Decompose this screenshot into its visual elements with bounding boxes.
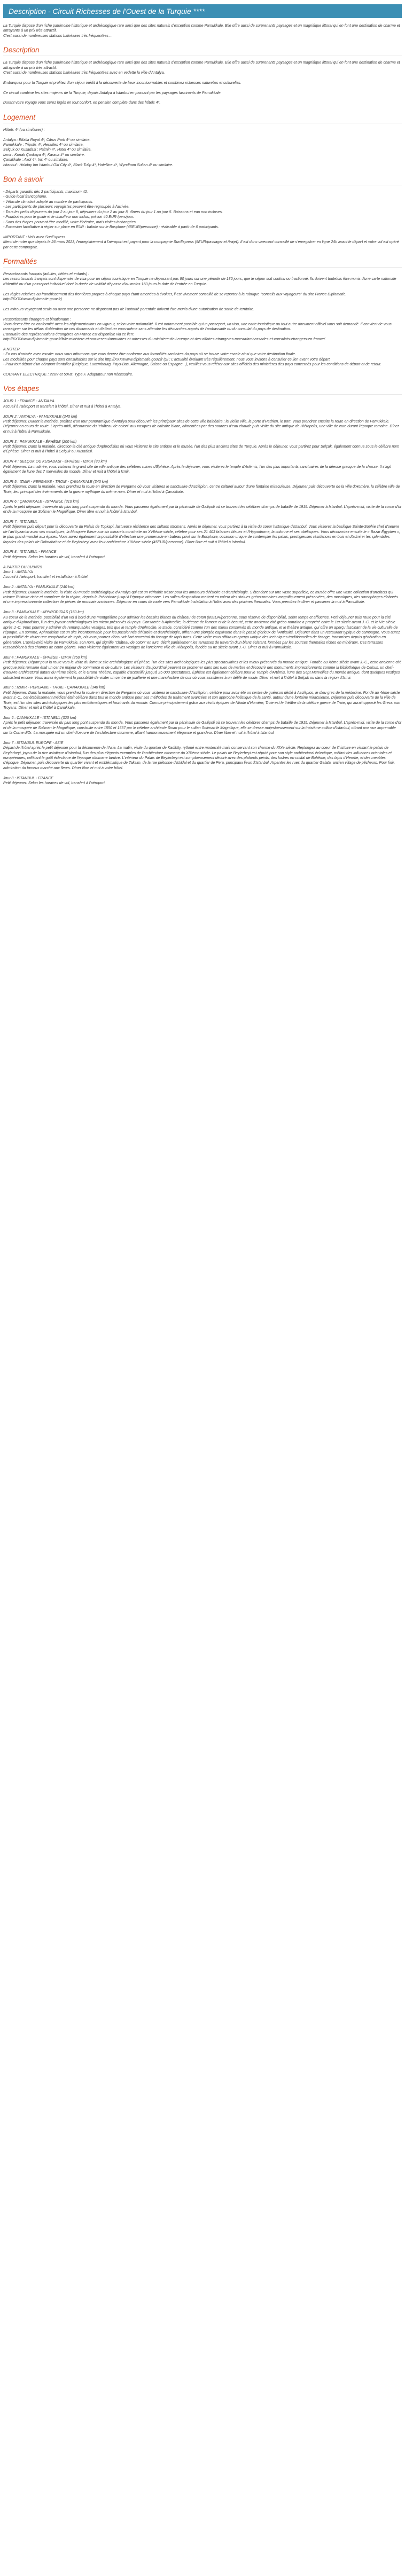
itinerary-day [3, 550, 402, 560]
itinerary-day [3, 499, 402, 514]
day-text: Accueil à l'aéroport, transfert et installation à l'hôtel. [3, 575, 89, 580]
itinerary [3, 399, 402, 786]
section-heading: Bon à savoir [3, 175, 402, 185]
itinerary-day [3, 716, 402, 736]
day-text: Après le petit déjeuner, traversée du plus long pont suspendu du monde. Vous passerez également par la péninsule de Gallipoli où se trouvent les célèbres champs de bataille de 1915. Déjeuner à Istanbul. L'après-midi, visite de la corne d'or et de la mosquée de Soliman le Magnifique. Dîner libre et nuit à l'hôtel à Istanbul. [3, 505, 403, 514]
day-title: Jour 8 : ISTANBUL - FRANCE [3, 776, 53, 780]
hotel-list: Antalya : Eftalia Royal 4*, Citrus Park 4* ou similaire. Pamukkale : Tripolis 4*, Herakles 4* ou similaire. Selçuk ou Kusadasi : Palmin 4*, Hotel 4* ou similaire. Izmir : Konak Çankaya 4*, Karaca 4* ou similaire. Çanakkale : Akol 4*, Iris 4* ou similaire. Istanbul : Holiday Inn Istanbul Old City 4*, Black Tulip 4*, Hotelline 4*, Wyndham Sultan 4* ou similaire. [3, 138, 174, 167]
paragraph: Ressortissants étrangers et binationaux : Vous devez être en conformité avec les réglementations en vigueur, selon votre nationalité. Il est notamment possible qu'un passeport, un visa, une carte touristique ou tout autre document officiel vous soit demandé. Il convient de vous renseigner sur les délais d'obtention de ces documents et d'effectuer vous-même sans attendre les démarches auprès de l'ambassade ou du consulat du pays de destination. L'annuaire des représentations étrangères en France est disponible via ce lien: http://XXXXwww.diplomatie.gouv.fr/fr/le-ministere-et-son-reseau/annuaires-et-adresses-du-ministere-de-l-europe-et-des-affaires-etrangeres-maeaa/ambassades-et-consulats-etrangers-en-france/. [3, 317, 392, 342]
itinerary-day [3, 610, 402, 650]
section-formalites [3, 257, 402, 377]
itinerary-day [3, 655, 402, 680]
itinerary-day [3, 480, 402, 495]
info-list: - Départs garantis dès 2 participants, maximum 42. - Guide local francophone. - Véhicule climatisé adapté au nombre de participants. - Les participants de plusieurs voyagistes peuvent être regroupés à l'arrivée. - Tous les petits déjeuners du jour 2 au jour 8, déjeuners du jour 2 au jour 8, dîners du jour 1 au jour 5. Boissons et eau non incluses. - Pourboires pour le guide et le chauffeur non inclus, prévoir 40 EUR /pers/jour. - Sans des étapes pouvant être modifié, votre itinéraire, mais visites inchangées. - Excursion facultative à régler sur place en EUR : balade sur le Bosphore (45EUR/personne) ; réalisable à partir de 6 participants. [3, 190, 223, 229]
day-title: Jour 2 : ANTALYA - PAMUKKALE (240 km) [3, 585, 75, 590]
paragraph: La Turquie dispose d'un riche patrimoine historique et archéologique rare ainsi que des sites naturels d'exception comme Pamukkale. Elle offre aussi de surprenants paysages et un magnifique littoral qui en font une destination de charme et attrayante à un prix très attractif. C'est aussi de nombreuses stations balnéaires très fréquentées avec en vedette la ville d'Antalya. [3, 61, 400, 75]
itinerary-day [3, 459, 402, 474]
itinerary-day [3, 741, 402, 771]
day-text: Petit déjeuner. Dans la matinée, direction la cité antique d'Aphrodisias où vous visiterez le site antique et le musée. l'un des plus anciens sites de Turquie. Après le déjeuner, vous partirez pour Selçuk, également connue sous le célèbre nom d'Éphèse. Dîner et nuit à l'hôtel à Selçuk ou Kusadasi. [3, 445, 400, 454]
itinerary-day [3, 585, 402, 605]
section-vos-etapes [3, 385, 402, 786]
itinerary-day [3, 440, 402, 455]
paragraph: Les règles relatives au franchissement des frontières propres à chaque pays étant amenées à évoluer, il est vivement conseillé de se reporter à la rubrique "conseils aux voyageurs" du site France Diplomatie. http://XXXXwww.diplomatie.gouv.fr) [3, 292, 347, 301]
day-title: JOUR 5 : IZMIR - PERGAME - TROIE - ÇANAKKALE (340 km) [3, 480, 108, 484]
paragraph: Embarquez pour la Turquie et profitez d'un séjour inédit à la découverte de lieux incontournables et combinez richesses naturelles et culturelles. [3, 81, 242, 85]
section-heading: Logement [3, 113, 402, 123]
day-text: Petit déjeuner. Selon les horaires de vol, transfert à l'aéroport. [3, 555, 106, 559]
day-title: JOUR 1 : FRANCE - ANTALYA [3, 400, 54, 404]
day-title: A PARTIR DU 01/04/25 Jour 1 : ANTALYA [3, 565, 42, 575]
day-text: Petit déjeuner puis départ pour la découverte du Palais de Topkapi, fastueuse résidence des sultans ottomans. Après le déjeuner, vous partirez à la visite du coeur historique d'Istanbul. Vous visiterez la basilique Sainte-Sophie chef d'oeuvre de l'art byzantin avec ses mosaïques, la Mosquée Bleue aux six minarets construite au XVIIème siècle, célèbre pour ses 21 403 faïences bleues et l'Hippodrome, la colonne et ses obélisques. Vous découvrirez ensuite le « Bazar Égyptien », le plus grand marché aux épices. Vous aurez également la possibilité d'effectuer une promenade en bateau privé sur le Bosphore, occasion unique de contempler les palais, prestigieuses résidences en bois et d'admirer les splendides façades des palais de Dolmabahce et de Beylerbeyi avec leur architecture XIXème siècle (45EUR/personne). Dîner libre et nuit à l'hôtel à Istanbul. [3, 525, 401, 544]
page-title: Description - Circuit Richesses de l'Ouest de la Turquie **** [3, 4, 402, 18]
paragraph: Les mineurs voyageant seuls ou avec une personne ne disposant pas de l'autorité parentale doivent être munis d'une autorisation de sortie de territoire. [3, 307, 255, 311]
paragraph: Ce circuit combine les sites majeurs de la Turquie, depuis Antalya à Istanbul en passant par les paysages fascinants de Pamukkale. [3, 91, 222, 95]
paragraph: Ressortissants français (adultes, bébés et enfants) : Les ressortissants français sont dispensés de visa pour un séjour touristique en Turquie ne dépassant pas 90 jours sur une période de 180 jours, que le séjour soit continu ou fractionné. Ils doivent toutefois être munis d'une carte nationale d'identité ou d'un passeport individuel dont la durée de validité dépasse d'au moins 150 jours la date de l'entrée en Turquie. [3, 272, 396, 286]
day-title: Jour 4 : PAMUKKALE - ÉPHÈSE - IZMIR (250 km) [3, 655, 88, 660]
section-bon-a-savoir [3, 175, 402, 250]
day-title: Jour 3 : PAMUKKALE - APHRODISIAS (150 km) [3, 610, 84, 615]
day-text: Petit déjeuner. Dans la matinée, vous prendrez la route en direction de Pergame où vous visiterez le sanctuaire d'Asclépion, célèbre pour avoir été un centre de guérison dédié à Asclépios, le dieu grec de la médecine. Fondé au 4ème siècle avant J.-C., cet établissement médical était célèbre dans tout le monde antique pour ses méthodes de traitement avancées et son approche holistique de la santé, autour d'une fontaine miraculeuse. Déjeuner puis découverte de la ville de Troie, est l'un des sites archéologiques les plus emblématiques et fascinants du monde. Connue principalement grâce aux récits épiques de l'Iliade d'Homère, Troie est le théâtre de la célèbre guerre de Troie, qui aurait opposé les Grecs aux Troyens. Dîner et nuit à l'hôtel à Çanakkale. [3, 691, 401, 710]
day-title: Jour 5 : IZMIR - PERGAME - TROIE - ÇANAKKALE (340 km) [3, 686, 105, 690]
day-title: JOUR 3 : PAMUKKALE - ÉPHÈSE (200 km) [3, 440, 77, 444]
paragraph: Durant votre voyage vous serez logés en tout confort, en pension complète dans des hôtels 4*. [3, 101, 161, 105]
section-heading: Description [3, 46, 402, 56]
day-title: JOUR 6 : ÇANAKKALE - ISTANBUL (310 km) [3, 500, 80, 504]
itinerary-day [3, 565, 402, 580]
day-text: Départ de l'hôtel après le petit déjeuner pour la découverte de l'Asie. La matin, visite du quartier de Kadiköy, rythmé entre modernité mais conservant son charme du XIXe siècle. Replongez au coeur de l'histoire en visitant le palais de Beylerbeyi, joyau de la rive asiatique d'Istanbul, l'un des plus élégants exemples de l'architecture ottomane du XIXème siècle. Le palais de Beylerbeyi est réputé pour son style architectural éclectique, mêlant des influences orientales et européennes, reflétant le goût éclectique de l'époque ottomane tardive. L'intérieur du Palais de Beylerbeyi est somptueusement décoré avec des plafonds peints, des lustres en cristal de Bohême, des tapis d'Hereke, et des meubles d'époque. Déjeuner, puis découverte du quartier vivant et emblématique de Taksim, de la rue piétonne d'Istiklal et du quartier de Pera, principaux lieux d'Istanbul. Arpentez les rues du quartier Galata, ancien village de pêcheurs. Pour finir, admiration du fameux marché aux fleurs. Dîner libre et nuit à votre hôtel. [3, 746, 396, 770]
day-text: Petit déjeuner. Durant la matinée, la visite du musée archéologique d'Antalya qui est un véritable trésor pour les amateurs d'histoire et d'archéologie. S'étendant sur une vaste superficie, ce musée offre une vaste collection d'artefacts qui retrace l'histoire riche et complexe de la région, depuis la Préhistoire jusqu'à l'époque ottomane. Les salles d'exposition mettent en valeur des statues gréco-romaines magnifiquement préservées, des mosaïques, des sarcophages élaborés et une impressionnante collection de pièces de monnaie anciennes. Déjeuner en cours de route vers Pamukkale.Installation à l'hôtel avec des piscines thermales. Vous prendrez le dîner et passerez la nuit à Pamukkale. [3, 590, 399, 605]
itinerary-day [3, 399, 402, 409]
day-text: Au coeur de la matinée, possibilité d'un vol à bord d'une montgolfière pour admirer les bassins blancs du château de coton (80EUR/personne, sous réserve de disponibilité, selon temps et affluence. Petit déjeuner puis route pour la cité antique d'Aphrodisias, l'un des joyaux archéologiques les mieux préservés du pays. Consacrée à Aphrodite, la déesse de l'amour et de la beauté, cette ancienne cité gréco-romaine a prospéré entre le 1er siècle avant J.-C. et le VIe siècle après J.-C. Vous pourrez y admirer de remarquables vestiges, tels que le temple d'Aphrodite, le stade, considéré comme l'un des mieux conservés du monde antique, et le théâtre antique, qui offre un aperçu fascinant de la vie culturelle de l'époque. En somme, Aphrodisias est un site incontournable pour les passionnés d'histoire et d'archéologie, offrant une plongée captivante dans le passé glorieux de l'Antiquité. Déjeuner dans un restaurant typique de campagne. Vous aurez la possibilité de visiter une coopérative de tapis, où vous pourrez découvrir l'art ancestral du tissage de tapis turcs. Cette visite vous offrira un aperçu unique des techniques traditionnelles de tissage, transmises depuis génération en génération. L'après-midi visite de Pamukkale, son nom, qui signifie "château de coton" en turc, décrit parfaitement les terrasses de travertin d'un blanc éclatant, formées par les sources thermales riches en minéraux. Ces terrasses ressemblent à des champs de coton géants. Vous visiterez également les vestiges de l'ancienne ville de Hiérapolis, fondée au IIe siècle avant J.-C. Dîner et nuit à Pamukkale. [3, 615, 401, 650]
itinerary-day [3, 685, 402, 710]
intro [3, 24, 402, 38]
day-text: Petit déjeuner. Dans la matinée, vous prendrez la route en direction de Pergame où vous visiterez le sanctuaire d'Asclépion, centre culturel autour d'une fontaine miraculeuse. Déjeuner puis découverte de la ville d'Homère, la célèbre ville de Troie, lieu principal des événements de la guerre mythique du même nom. Dîner et nuit à l'hôtel à Çanakkale. [3, 485, 401, 494]
day-title: JOUR 8 : ISTANBUL - FRANCE [3, 550, 57, 554]
day-text: Petit déjeuner. Départ pour la route vers la visite du fameux site archéologique d'Éphèse, l'un des sites archéologiques les plus spectaculaires et les mieux préservés du monde antique. Fondée au Xème siècle avant J.-C., cette ancienne cité grecque puis romaine était un centre majeur de commerce et de culture. Les visiteurs d'aujourd'hui peuvent se promener dans ses rues de marbre et découvrir des monuments impressionnants comme la bibliothèque de Celsus, un chef-d'oeuvre architectural datant du IIème siècle, et le Grand Théâtre, capable d'accueillir jusqu'à 25 000 spectateurs. Éphèse est également célèbre pour le Temple d'Artémis, l'une des Sept Merveilles du monde antique, dont quelques vestiges subsistent encore. Vous aurez également la possibilité de visiter un centre de joaillerie et une manufacture de cuir où vous assisterez à un défilé de mode. Dîner et nuit à l'hôtel à Selçuk ou dans la région d'Izmir. [3, 661, 403, 680]
page [0, 4, 405, 786]
section-description [3, 46, 402, 106]
day-title: JOUR 4 : SELÇUK OU KUSADASI - ÉPHÈSE - IZMIR (80 km) [3, 460, 107, 464]
itinerary-day [3, 520, 402, 545]
paragraph: A NOTER - En cas d'arrivée avec escale: nous vous informons que vous devrez être conforme aux formalités sanitaires du pays où se trouve votre escale ainsi que votre destination finale. Les modalités pour chaque pays sont consultables sur le site http://XXXXwww.diplomatie.gouv.fr (Si : L'actualité évoluant très régulièrement, nous vous invitons à consulter ce lien avant votre départ. - Pour tout départ d'un aéroport frontalier (Belgique, Luxembourg, Pays-Bas, Allemagne, Suisse ou Espagne...), veuillez vous référer aux sites officiels des ministères des pays concernés pour les conditions de départ et de retour. [3, 347, 381, 367]
day-text: Après le petit déjeuner, traversée du plus long pont suspendu du monde. Vous passerez également par la péninsule de Gallipoli où se trouvent les célèbres champs de bataille de 1915. Déjeuner à Istanbul. L'après-midi, visite de la corne d'or et de la mosquée de Soliman le Magnifique, construite entre 1550 et 1557 par le célèbre architecte Sinan pour le sultan Soliman le Magnifique, elle se dresse majestueusement sur la troisième colline d'Istanbul, offrant une vue imprenable sur la Corne d'Or. La mosquée est un chef-d'oeuvre de l'architecture ottomane, alliant harmonieusement élégance et grandeur. Dîner libre et nuit à l'hôtel à Istanbul. [3, 721, 403, 735]
day-title: JOUR 7 : ISTANBUL [3, 520, 38, 524]
section-heading: Vos étapes [3, 385, 402, 395]
paragraph: COURANT ELECTRIQUE : 220V et 50Hz. Type F. Adaptateur non nécessaire. [3, 372, 134, 377]
day-title: Jour 6 : ÇANAKKALE - ISTANBUL (320 km) [3, 716, 76, 720]
itinerary-day [3, 414, 402, 435]
day-title: JOUR 2 : ANTALYA - PAMUKKALE (240 km) [3, 414, 77, 419]
day-text: Petit déjeuner. Selon les horaires de vol, transfert à l'aéroport. [3, 781, 106, 786]
section-heading: Formalités [3, 257, 402, 268]
section-logement [3, 113, 402, 168]
day-text: Petit déjeuner. La matinée, vous visiterez le grand site de ville antique des célèbres ruines d'Éphèse. Après le déjeuner, vous visiterez le temple d'Artémis, l'un des plus importants sanctuaires de la déesse grecque de la chasse. Il s'agit également de l'une des 7 merveilles du monde. Dîner et nuit à l'hôtel à Izmir. [3, 465, 393, 474]
paragraph: Hôtels 4* (ou similaires) : [3, 128, 45, 132]
important-note: IMPORTANT : Vols avec SunExpress Merci de noter que depuis le 26 mars 2023, l'enregistrement à l'aéroport est payant pour la compagnie SunExpress (5EUR/passager et /trajet). Il est donc vivement conseillé de s'enregistrer en ligne 24h avant le départ et votre vol est opéré par cette compagnie. [3, 235, 399, 249]
intro-paragraph: La Turquie dispose d'un riche patrimoine historique et archéologique rare ainsi que des sites naturels d'exception comme Pamukkale. Elle offre aussi de surprenants paysages et un magnifique littoral qui en font une destination de charme et attrayante à un prix très attractif. C'est aussi de nombreuses stations balnéaires très fréquentées ... [3, 24, 400, 38]
day-text: Accueil à l'aéroport et transfert à l'hôtel. Dîner et nuit à l'hôtel à Antalya. [3, 404, 122, 409]
day-text: Petit déjeuner. Durant la matinée, profitez d'un tour panoramique d'Antalya pour découvrir les principaux sites de cette ville balnéaire : la vieille ville, la porte d'Hadrien, le port. Vous prendrez ensuite la route en direction de Pamukkale. Déjeuner en cours de route. L'après-midi, découverte du "château de coton" aux vasques de calcaire blanc, alimentées par des sources d'eau chaude puis visite du site antique de Hiérapolis, une ville de cure durant l'époque romaine. Dîner et nuit à l'hôtel à Pamukkale. [3, 419, 400, 434]
itinerary-day [3, 776, 402, 786]
day-title: Jour 7 : ISTANBUL EUROPE - ASIE [3, 741, 64, 745]
